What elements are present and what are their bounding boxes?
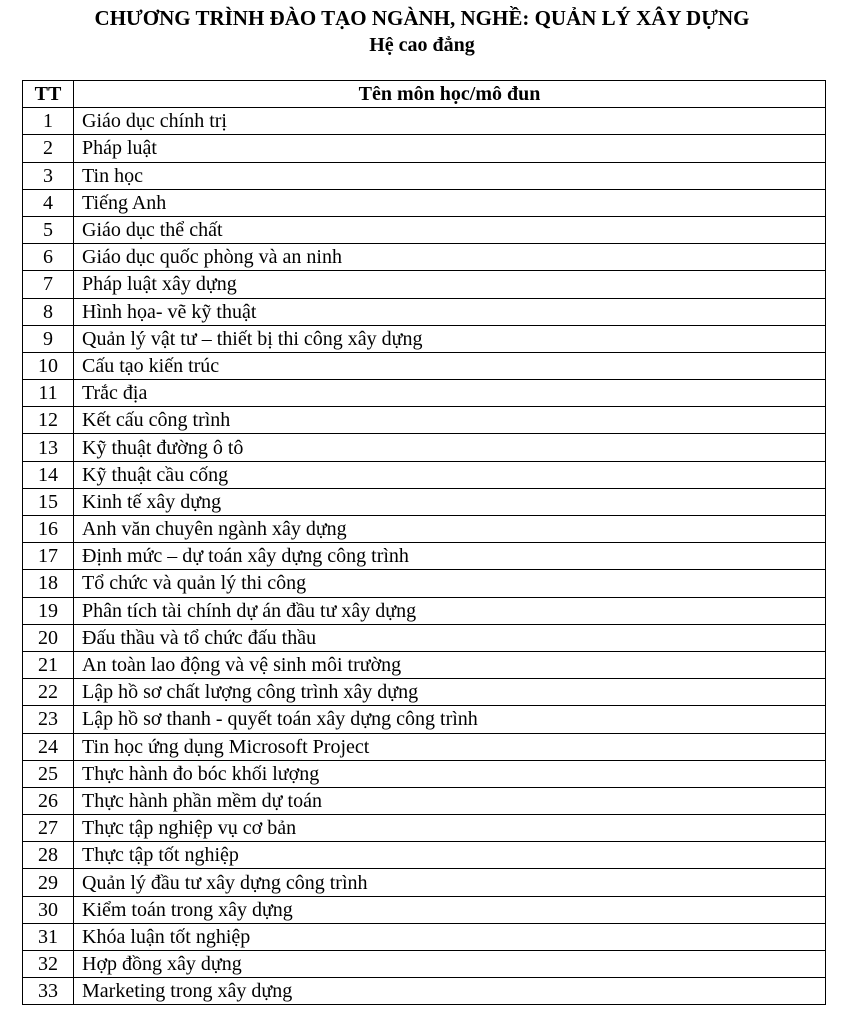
table-row [23, 352, 826, 379]
row-number: 25 [23, 760, 74, 787]
table-row [23, 135, 826, 162]
subject-name: Pháp luật [74, 135, 826, 162]
row-number: 7 [23, 271, 74, 298]
subject-name: Thực tập nghiệp vụ cơ bản [74, 815, 826, 842]
row-number: 9 [23, 325, 74, 352]
row-number: 23 [23, 706, 74, 733]
row-number: 30 [23, 896, 74, 923]
table-row [23, 869, 826, 896]
row-number: 15 [23, 488, 74, 515]
subject-name: Giáo dục chính trị [74, 108, 826, 135]
subject-name: Thực tập tốt nghiệp [74, 842, 826, 869]
table-row [23, 570, 826, 597]
subject-name: Phân tích tài chính dự án đầu tư xây dựng [74, 597, 826, 624]
table-row [23, 978, 826, 1005]
subject-name: An toàn lao động và vệ sinh môi trường [74, 651, 826, 678]
row-number: 27 [23, 815, 74, 842]
header-subject-name: Tên môn học/mô đun [74, 81, 826, 108]
table-row [23, 624, 826, 651]
subject-name: Hình họa- vẽ kỹ thuật [74, 298, 826, 325]
table-row [23, 434, 826, 461]
subject-name: Khóa luận tốt nghiệp [74, 923, 826, 950]
document-subtitle: Hệ cao đẳng [369, 34, 475, 56]
row-number: 33 [23, 978, 74, 1005]
row-number: 21 [23, 651, 74, 678]
row-number: 17 [23, 543, 74, 570]
table-row [23, 760, 826, 787]
table-row [23, 842, 826, 869]
table-row [23, 516, 826, 543]
table-body [23, 108, 826, 1005]
table-row [23, 271, 826, 298]
table-row [23, 923, 826, 950]
row-number: 29 [23, 869, 74, 896]
table-row [23, 189, 826, 216]
table-row [23, 896, 826, 923]
subject-name: Giáo dục quốc phòng và an ninh [74, 244, 826, 271]
document-title: CHƯƠNG TRÌNH ĐÀO TẠO NGÀNH, NGHỀ: QUẢN LÝ XÂY DỰNG [94, 6, 750, 30]
row-number: 16 [23, 516, 74, 543]
subject-name: Tin học ứng dụng Microsoft Project [74, 733, 826, 760]
table-row [23, 216, 826, 243]
row-number: 11 [23, 380, 74, 407]
subject-name: Thực hành phần mềm dự toán [74, 787, 826, 814]
table-row [23, 488, 826, 515]
subject-name: Marketing trong xây dựng [74, 978, 826, 1005]
row-number: 4 [23, 189, 74, 216]
subject-name: Lập hồ sơ thanh - quyết toán xây dựng công trình [74, 706, 826, 733]
subject-name: Trắc địa [74, 380, 826, 407]
subject-name: Hợp đồng xây dựng [74, 951, 826, 978]
table-row [23, 380, 826, 407]
subject-name: Anh văn chuyên ngành xây dựng [74, 516, 826, 543]
header-number: TT [23, 81, 74, 108]
row-number: 13 [23, 434, 74, 461]
row-number: 10 [23, 352, 74, 379]
subject-name: Quản lý đầu tư xây dựng công trình [74, 869, 826, 896]
subject-name: Pháp luật xây dựng [74, 271, 826, 298]
subject-name: Tin học [74, 162, 826, 189]
subject-name: Định mức – dự toán xây dựng công trình [74, 543, 826, 570]
row-number: 26 [23, 787, 74, 814]
row-number: 14 [23, 461, 74, 488]
table-row [23, 325, 826, 352]
curriculum-table [22, 80, 826, 1005]
table-row [23, 407, 826, 434]
row-number: 8 [23, 298, 74, 325]
subject-name: Quản lý vật tư – thiết bị thi công xây dựng [74, 325, 826, 352]
subject-name: Tiếng Anh [74, 189, 826, 216]
table-row [23, 108, 826, 135]
row-number: 6 [23, 244, 74, 271]
row-number: 19 [23, 597, 74, 624]
subject-name: Kinh tế xây dựng [74, 488, 826, 515]
table-row [23, 461, 826, 488]
row-number: 28 [23, 842, 74, 869]
row-number: 1 [23, 108, 74, 135]
subject-name: Cấu tạo kiến trúc [74, 352, 826, 379]
row-number: 18 [23, 570, 74, 597]
table-row [23, 543, 826, 570]
row-number: 5 [23, 216, 74, 243]
table-row [23, 597, 826, 624]
row-number: 2 [23, 135, 74, 162]
row-number: 12 [23, 407, 74, 434]
subject-name: Kiểm toán trong xây dựng [74, 896, 826, 923]
subject-name: Kết cấu công trình [74, 407, 826, 434]
row-number: 22 [23, 679, 74, 706]
row-number: 20 [23, 624, 74, 651]
table-row [23, 706, 826, 733]
table-row [23, 298, 826, 325]
row-number: 31 [23, 923, 74, 950]
row-number: 24 [23, 733, 74, 760]
table-row [23, 162, 826, 189]
table-row [23, 951, 826, 978]
subject-name: Đấu thầu và tổ chức đấu thầu [74, 624, 826, 651]
table-row [23, 787, 826, 814]
subject-name: Kỹ thuật đường ô tô [74, 434, 826, 461]
subject-name: Thực hành đo bóc khối lượng [74, 760, 826, 787]
row-number: 3 [23, 162, 74, 189]
table-header-row [23, 81, 826, 108]
subject-name: Giáo dục thể chất [74, 216, 826, 243]
table-row [23, 244, 826, 271]
table-row [23, 679, 826, 706]
subject-name: Lập hồ sơ chất lượng công trình xây dựng [74, 679, 826, 706]
row-number: 32 [23, 951, 74, 978]
table-row [23, 733, 826, 760]
table-row [23, 815, 826, 842]
subject-name: Tổ chức và quản lý thi công [74, 570, 826, 597]
table-row [23, 651, 826, 678]
subject-name: Kỹ thuật cầu cống [74, 461, 826, 488]
